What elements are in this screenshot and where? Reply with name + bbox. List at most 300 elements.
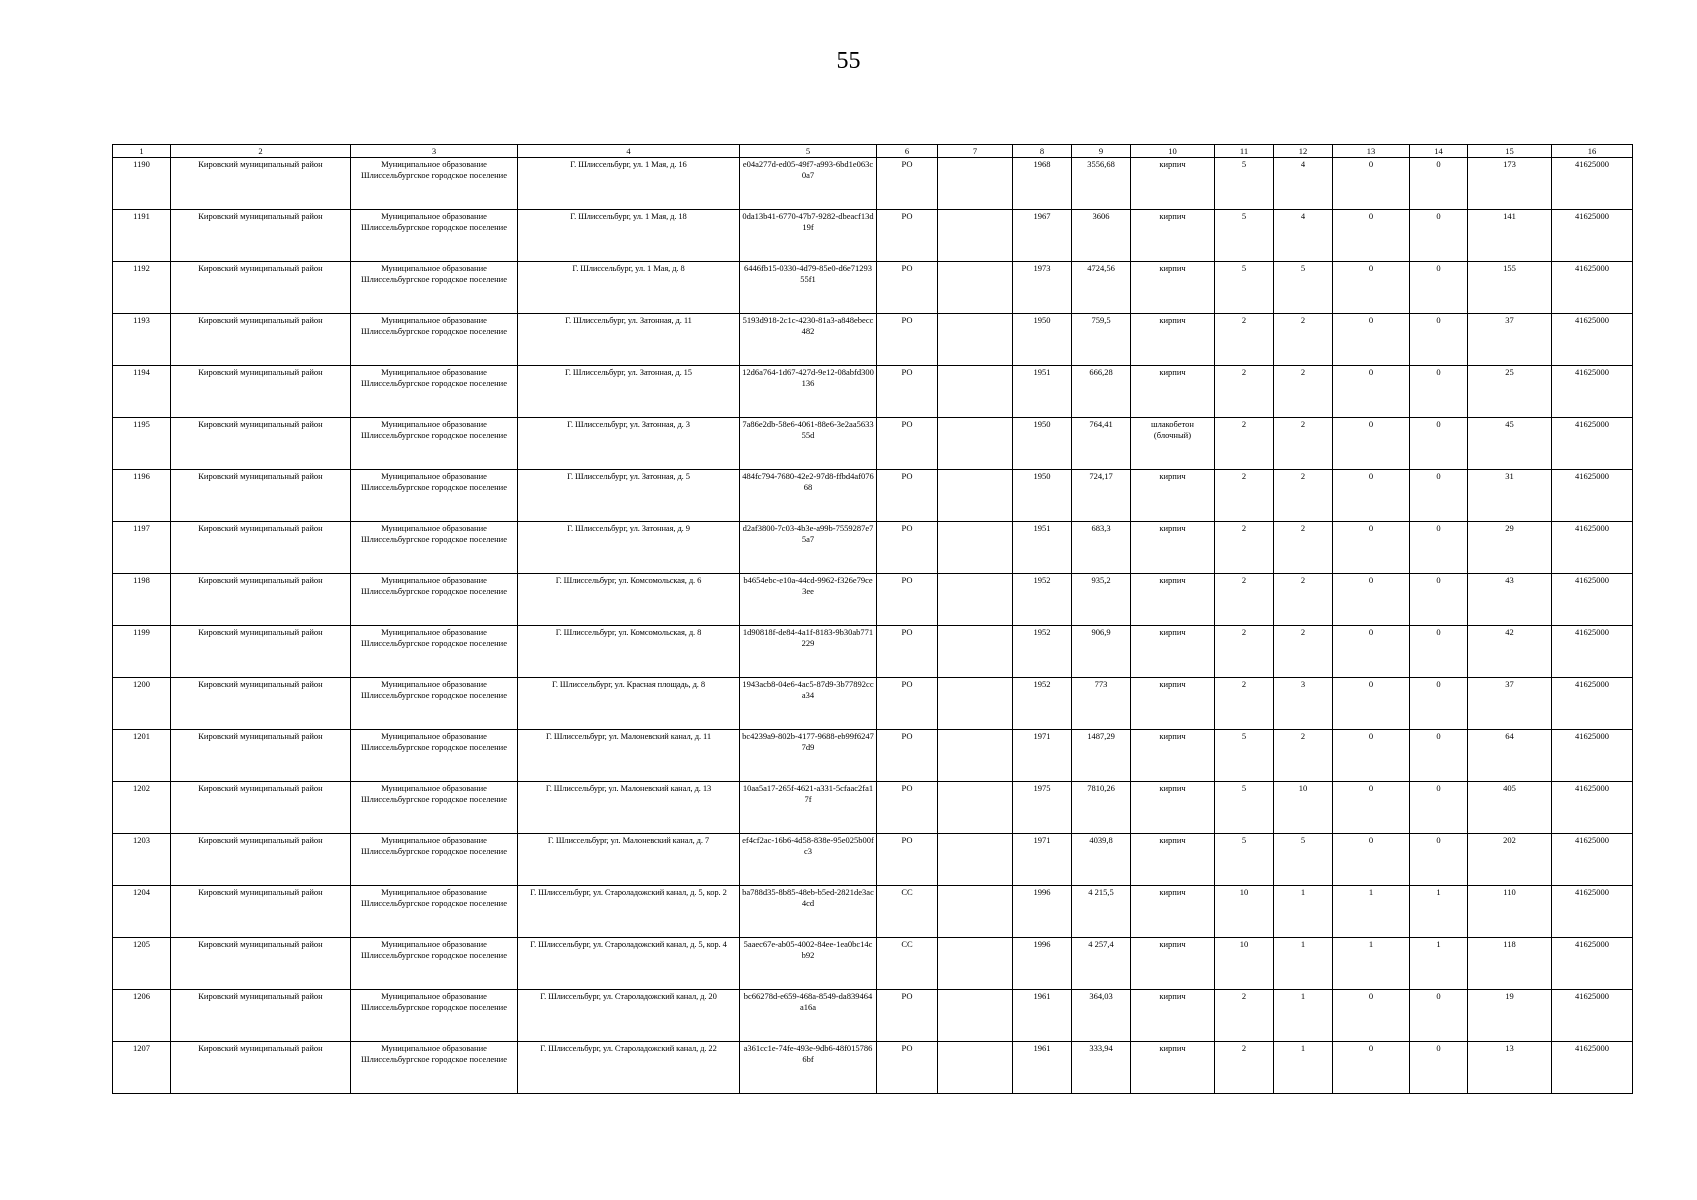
house-guid-cell: 5aaec67e-ab05-4002-84ee-1ea0bc14cb92 [740, 938, 877, 990]
column-14-cell: 0 [1410, 574, 1468, 626]
row-number-cell: 1202 [113, 782, 171, 834]
total-area-cell: 764,41 [1072, 418, 1131, 470]
oktmo-cell: 41625000 [1552, 470, 1633, 522]
address-cell: Г. Шлиссельбург, ул. Затонная, д. 9 [518, 522, 740, 574]
floors-cell: 5 [1215, 158, 1274, 210]
municipality-cell: Муниципальное образование Шлиссельбургское городское поселение [351, 366, 518, 418]
row-number-cell: 1190 [113, 158, 171, 210]
floors-cell: 5 [1215, 730, 1274, 782]
row-number-cell: 1195 [113, 418, 171, 470]
municipality-cell: Муниципальное образование Шлиссельбургское городское поселение [351, 574, 518, 626]
column-7-cell [938, 1042, 1013, 1094]
residents-cell: 155 [1468, 262, 1552, 314]
table-row [113, 782, 1633, 834]
residents-cell: 37 [1468, 678, 1552, 730]
column-14-cell: 0 [1410, 990, 1468, 1042]
oktmo-cell: 41625000 [1552, 418, 1633, 470]
oktmo-cell: 41625000 [1552, 782, 1633, 834]
column-13-cell: 0 [1333, 314, 1410, 366]
municipality-cell: Муниципальное образование Шлиссельбургское городское поселение [351, 990, 518, 1042]
column-13-cell: 1 [1333, 886, 1410, 938]
column-14-cell: 1 [1410, 938, 1468, 990]
residents-cell: 37 [1468, 314, 1552, 366]
entrances-cell: 2 [1274, 522, 1333, 574]
table-row [113, 522, 1633, 574]
district-cell: Кировский муниципальный район [171, 314, 351, 366]
residents-cell: 25 [1468, 366, 1552, 418]
year-built-cell: 1996 [1013, 938, 1072, 990]
column-14-cell: 0 [1410, 470, 1468, 522]
house-guid-cell: d2af3800-7c03-4b3e-a99b-7559287e75a7 [740, 522, 877, 574]
entrances-cell: 4 [1274, 210, 1333, 262]
column-number-9: 9 [1072, 145, 1131, 158]
year-built-cell: 1961 [1013, 1042, 1072, 1094]
floors-cell: 2 [1215, 470, 1274, 522]
residents-cell: 29 [1468, 522, 1552, 574]
district-cell: Кировский муниципальный район [171, 730, 351, 782]
residents-cell: 19 [1468, 990, 1552, 1042]
floors-cell: 10 [1215, 886, 1274, 938]
floors-cell: 10 [1215, 938, 1274, 990]
table-row [113, 990, 1633, 1042]
district-cell: Кировский муниципальный район [171, 1042, 351, 1094]
address-cell: Г. Шлиссельбург, ул. Комсомольская, д. 8 [518, 626, 740, 678]
residents-cell: 141 [1468, 210, 1552, 262]
address-cell: Г. Шлиссельбург, ул. Комсомольская, д. 6 [518, 574, 740, 626]
column-number-6: 6 [877, 145, 938, 158]
municipality-cell: Муниципальное образование Шлиссельбургское городское поселение [351, 782, 518, 834]
row-number-cell: 1193 [113, 314, 171, 366]
wall-material-cell: кирпич [1131, 522, 1215, 574]
column-13-cell: 1 [1333, 938, 1410, 990]
column-7-cell [938, 314, 1013, 366]
address-cell: Г. Шлиссельбург, ул. Малоневский канал, д. 11 [518, 730, 740, 782]
column-14-cell: 0 [1410, 366, 1468, 418]
municipality-cell: Муниципальное образование Шлиссельбургское городское поселение [351, 886, 518, 938]
house-guid-cell: b4654ebc-e10a-44cd-9962-f326e79ce3ee [740, 574, 877, 626]
column-7-cell [938, 574, 1013, 626]
management-form-cell: РО [877, 626, 938, 678]
total-area-cell: 1487,29 [1072, 730, 1131, 782]
house-guid-cell: 6446fb15-0330-4d79-85e0-d6e7129355f1 [740, 262, 877, 314]
oktmo-cell: 41625000 [1552, 730, 1633, 782]
page-number: 55 [836, 48, 861, 74]
column-7-cell [938, 782, 1013, 834]
year-built-cell: 1973 [1013, 262, 1072, 314]
row-number-cell: 1198 [113, 574, 171, 626]
table-row [113, 158, 1633, 210]
house-guid-cell: 10aa5a17-265f-4621-a331-5cfaac2fa17f [740, 782, 877, 834]
wall-material-cell: кирпич [1131, 834, 1215, 886]
column-14-cell: 0 [1410, 210, 1468, 262]
year-built-cell: 1971 [1013, 730, 1072, 782]
column-14-cell: 0 [1410, 1042, 1468, 1094]
address-cell: Г. Шлиссельбург, ул. 1 Мая, д. 16 [518, 158, 740, 210]
wall-material-cell: кирпич [1131, 366, 1215, 418]
house-guid-cell: 7a86e2db-58e6-4061-88e6-3e2aa563355d [740, 418, 877, 470]
entrances-cell: 2 [1274, 574, 1333, 626]
entrances-cell: 2 [1274, 626, 1333, 678]
wall-material-cell: кирпич [1131, 782, 1215, 834]
column-7-cell [938, 210, 1013, 262]
table-row [113, 938, 1633, 990]
district-cell: Кировский муниципальный район [171, 366, 351, 418]
oktmo-cell: 41625000 [1552, 886, 1633, 938]
total-area-cell: 773 [1072, 678, 1131, 730]
municipality-cell: Муниципальное образование Шлиссельбургское городское поселение [351, 210, 518, 262]
wall-material-cell: кирпич [1131, 574, 1215, 626]
total-area-cell: 4 215,5 [1072, 886, 1131, 938]
column-number-5: 5 [740, 145, 877, 158]
municipality-cell: Муниципальное образование Шлиссельбургское городское поселение [351, 834, 518, 886]
house-guid-cell: 1943acb8-04e6-4ac5-87d9-3b77892cca34 [740, 678, 877, 730]
column-number-4: 4 [518, 145, 740, 158]
table-row [113, 626, 1633, 678]
total-area-cell: 7810,26 [1072, 782, 1131, 834]
district-cell: Кировский муниципальный район [171, 522, 351, 574]
address-cell: Г. Шлиссельбург, ул. Затонная, д. 15 [518, 366, 740, 418]
house-guid-cell: 5193d918-2c1c-4230-81a3-a848ebecc482 [740, 314, 877, 366]
column-7-cell [938, 158, 1013, 210]
table-row [113, 834, 1633, 886]
column-7-cell [938, 418, 1013, 470]
row-number-cell: 1204 [113, 886, 171, 938]
wall-material-cell: кирпич [1131, 938, 1215, 990]
management-form-cell: РО [877, 470, 938, 522]
row-number-cell: 1194 [113, 366, 171, 418]
column-13-cell: 0 [1333, 418, 1410, 470]
column-number-8: 8 [1013, 145, 1072, 158]
municipality-cell: Муниципальное образование Шлиссельбургское городское поселение [351, 522, 518, 574]
column-13-cell: 0 [1333, 470, 1410, 522]
residents-cell: 173 [1468, 158, 1552, 210]
column-13-cell: 0 [1333, 262, 1410, 314]
year-built-cell: 1952 [1013, 626, 1072, 678]
total-area-cell: 759,5 [1072, 314, 1131, 366]
residents-cell: 31 [1468, 470, 1552, 522]
total-area-cell: 935,2 [1072, 574, 1131, 626]
column-13-cell: 0 [1333, 574, 1410, 626]
total-area-cell: 683,3 [1072, 522, 1131, 574]
table-row [113, 314, 1633, 366]
residents-cell: 45 [1468, 418, 1552, 470]
column-number-2: 2 [171, 145, 351, 158]
column-7-cell [938, 678, 1013, 730]
management-form-cell: РО [877, 678, 938, 730]
column-number-10: 10 [1131, 145, 1215, 158]
column-13-cell: 0 [1333, 834, 1410, 886]
house-guid-cell: e04a277d-ed05-49f7-a993-6bd1e063c0a7 [740, 158, 877, 210]
municipality-cell: Муниципальное образование Шлиссельбургское городское поселение [351, 314, 518, 366]
residents-cell: 64 [1468, 730, 1552, 782]
row-number-cell: 1197 [113, 522, 171, 574]
year-built-cell: 1967 [1013, 210, 1072, 262]
entrances-cell: 2 [1274, 314, 1333, 366]
district-cell: Кировский муниципальный район [171, 210, 351, 262]
wall-material-cell: кирпич [1131, 730, 1215, 782]
floors-cell: 2 [1215, 626, 1274, 678]
floors-cell: 2 [1215, 366, 1274, 418]
house-guid-cell: bc66278d-e659-468a-8549-da839464a16a [740, 990, 877, 1042]
table-row [113, 210, 1633, 262]
column-14-cell: 0 [1410, 730, 1468, 782]
column-13-cell: 0 [1333, 678, 1410, 730]
column-13-cell: 0 [1333, 522, 1410, 574]
entrances-cell: 2 [1274, 470, 1333, 522]
address-cell: Г. Шлиссельбург, ул. Староладожский канал, д. 22 [518, 1042, 740, 1094]
column-13-cell: 0 [1333, 158, 1410, 210]
address-cell: Г. Шлиссельбург, ул. Затонная, д. 3 [518, 418, 740, 470]
column-14-cell: 0 [1410, 834, 1468, 886]
address-cell: Г. Шлиссельбург, ул. Староладожский канал, д. 5, кор. 4 [518, 938, 740, 990]
table-row [113, 886, 1633, 938]
oktmo-cell: 41625000 [1552, 522, 1633, 574]
municipality-cell: Муниципальное образование Шлиссельбургское городское поселение [351, 626, 518, 678]
address-cell: Г. Шлиссельбург, ул. Затонная, д. 5 [518, 470, 740, 522]
district-cell: Кировский муниципальный район [171, 470, 351, 522]
floors-cell: 2 [1215, 1042, 1274, 1094]
management-form-cell: РО [877, 574, 938, 626]
floors-cell: 2 [1215, 990, 1274, 1042]
column-7-cell [938, 626, 1013, 678]
oktmo-cell: 41625000 [1552, 1042, 1633, 1094]
total-area-cell: 4724,56 [1072, 262, 1131, 314]
year-built-cell: 1952 [1013, 678, 1072, 730]
residents-cell: 110 [1468, 886, 1552, 938]
total-area-cell: 3556,68 [1072, 158, 1131, 210]
column-number-3: 3 [351, 145, 518, 158]
residents-cell: 118 [1468, 938, 1552, 990]
wall-material-cell: кирпич [1131, 470, 1215, 522]
address-cell: Г. Шлиссельбург, ул. Малоневский канал, д. 7 [518, 834, 740, 886]
year-built-cell: 1971 [1013, 834, 1072, 886]
municipality-cell: Муниципальное образование Шлиссельбургское городское поселение [351, 938, 518, 990]
management-form-cell: РО [877, 366, 938, 418]
wall-material-cell: кирпич [1131, 990, 1215, 1042]
row-number-cell: 1191 [113, 210, 171, 262]
management-form-cell: РО [877, 990, 938, 1042]
year-built-cell: 1996 [1013, 886, 1072, 938]
entrances-cell: 2 [1274, 730, 1333, 782]
column-7-cell [938, 470, 1013, 522]
column-14-cell: 0 [1410, 678, 1468, 730]
district-cell: Кировский муниципальный район [171, 626, 351, 678]
column-14-cell: 0 [1410, 782, 1468, 834]
column-13-cell: 0 [1333, 730, 1410, 782]
table-row [113, 262, 1633, 314]
total-area-cell: 4039,8 [1072, 834, 1131, 886]
municipality-cell: Муниципальное образование Шлиссельбургское городское поселение [351, 730, 518, 782]
management-form-cell: РО [877, 730, 938, 782]
year-built-cell: 1951 [1013, 366, 1072, 418]
residents-cell: 42 [1468, 626, 1552, 678]
management-form-cell: РО [877, 834, 938, 886]
row-number-cell: 1207 [113, 1042, 171, 1094]
column-13-cell: 0 [1333, 626, 1410, 678]
address-cell: Г. Шлиссельбург, ул. 1 Мая, д. 18 [518, 210, 740, 262]
entrances-cell: 2 [1274, 418, 1333, 470]
residents-cell: 43 [1468, 574, 1552, 626]
table-row [113, 470, 1633, 522]
municipality-cell: Муниципальное образование Шлиссельбургское городское поселение [351, 470, 518, 522]
wall-material-cell: кирпич [1131, 1042, 1215, 1094]
total-area-cell: 666,28 [1072, 366, 1131, 418]
wall-material-cell: кирпич [1131, 210, 1215, 262]
entrances-cell: 5 [1274, 834, 1333, 886]
table-body [113, 158, 1633, 1094]
year-built-cell: 1952 [1013, 574, 1072, 626]
column-7-cell [938, 938, 1013, 990]
wall-material-cell: кирпич [1131, 626, 1215, 678]
entrances-cell: 3 [1274, 678, 1333, 730]
municipality-cell: Муниципальное образование Шлиссельбургское городское поселение [351, 262, 518, 314]
column-number-14: 14 [1410, 145, 1468, 158]
column-7-cell [938, 730, 1013, 782]
table-row [113, 730, 1633, 782]
row-number-cell: 1199 [113, 626, 171, 678]
column-number-16: 16 [1552, 145, 1633, 158]
column-14-cell: 1 [1410, 886, 1468, 938]
residents-cell: 405 [1468, 782, 1552, 834]
municipality-cell: Муниципальное образование Шлиссельбургское городское поселение [351, 678, 518, 730]
entrances-cell: 5 [1274, 262, 1333, 314]
year-built-cell: 1975 [1013, 782, 1072, 834]
total-area-cell: 3606 [1072, 210, 1131, 262]
floors-cell: 2 [1215, 418, 1274, 470]
management-form-cell: РО [877, 210, 938, 262]
column-14-cell: 0 [1410, 522, 1468, 574]
column-7-cell [938, 262, 1013, 314]
house-guid-cell: ba788d35-8b85-48eb-b5ed-2821de3ac4cd [740, 886, 877, 938]
district-cell: Кировский муниципальный район [171, 418, 351, 470]
floors-cell: 5 [1215, 782, 1274, 834]
entrances-cell: 1 [1274, 886, 1333, 938]
column-7-cell [938, 886, 1013, 938]
address-cell: Г. Шлиссельбург, ул. Староладожский канал, д. 20 [518, 990, 740, 1042]
house-guid-cell: 0da13b41-6770-47b7-9282-dbeacf13d19f [740, 210, 877, 262]
oktmo-cell: 41625000 [1552, 158, 1633, 210]
district-cell: Кировский муниципальный район [171, 782, 351, 834]
column-number-7: 7 [938, 145, 1013, 158]
oktmo-cell: 41625000 [1552, 210, 1633, 262]
management-form-cell: СС [877, 886, 938, 938]
district-cell: Кировский муниципальный район [171, 678, 351, 730]
floors-cell: 2 [1215, 574, 1274, 626]
entrances-cell: 4 [1274, 158, 1333, 210]
total-area-cell: 4 257,4 [1072, 938, 1131, 990]
total-area-cell: 364,03 [1072, 990, 1131, 1042]
district-cell: Кировский муниципальный район [171, 574, 351, 626]
wall-material-cell: кирпич [1131, 314, 1215, 366]
row-number-cell: 1201 [113, 730, 171, 782]
residents-cell: 202 [1468, 834, 1552, 886]
total-area-cell: 906,9 [1072, 626, 1131, 678]
column-13-cell: 0 [1333, 1042, 1410, 1094]
management-form-cell: РО [877, 782, 938, 834]
row-number-cell: 1203 [113, 834, 171, 886]
house-guid-cell: 484fc794-7680-42e2-97d8-ffbd4af07668 [740, 470, 877, 522]
row-number-cell: 1206 [113, 990, 171, 1042]
entrances-cell: 1 [1274, 990, 1333, 1042]
column-7-cell [938, 834, 1013, 886]
table-row [113, 574, 1633, 626]
house-guid-cell: ef4cf2ac-16b6-4d58-838e-95e025b00fc3 [740, 834, 877, 886]
column-number-row [113, 145, 1633, 158]
table-row [113, 418, 1633, 470]
oktmo-cell: 41625000 [1552, 678, 1633, 730]
floors-cell: 2 [1215, 522, 1274, 574]
table-row [113, 678, 1633, 730]
wall-material-cell: кирпич [1131, 886, 1215, 938]
management-form-cell: СС [877, 938, 938, 990]
wall-material-cell: кирпич [1131, 158, 1215, 210]
total-area-cell: 333,94 [1072, 1042, 1131, 1094]
column-13-cell: 0 [1333, 366, 1410, 418]
address-cell: Г. Шлиссельбург, ул. Затонная, д. 11 [518, 314, 740, 366]
table-row [113, 366, 1633, 418]
municipality-cell: Муниципальное образование Шлиссельбургское городское поселение [351, 1042, 518, 1094]
address-cell: Г. Шлиссельбург, ул. Красная площадь, д. 8 [518, 678, 740, 730]
year-built-cell: 1950 [1013, 314, 1072, 366]
management-form-cell: РО [877, 262, 938, 314]
column-number-13: 13 [1333, 145, 1410, 158]
column-number-15: 15 [1468, 145, 1552, 158]
house-guid-cell: a361cc1e-74fe-493e-9db6-48f0157866bf [740, 1042, 877, 1094]
column-7-cell [938, 522, 1013, 574]
address-cell: Г. Шлиссельбург, ул. 1 Мая, д. 8 [518, 262, 740, 314]
table-row [113, 1042, 1633, 1094]
year-built-cell: 1951 [1013, 522, 1072, 574]
column-14-cell: 0 [1410, 262, 1468, 314]
column-13-cell: 0 [1333, 782, 1410, 834]
column-14-cell: 0 [1410, 158, 1468, 210]
district-cell: Кировский муниципальный район [171, 990, 351, 1042]
year-built-cell: 1950 [1013, 418, 1072, 470]
year-built-cell: 1961 [1013, 990, 1072, 1042]
district-cell: Кировский муниципальный район [171, 262, 351, 314]
column-14-cell: 0 [1410, 314, 1468, 366]
entrances-cell: 10 [1274, 782, 1333, 834]
house-guid-cell: bc4239a9-802b-4177-9688-eb99f62477d9 [740, 730, 877, 782]
entrances-cell: 1 [1274, 938, 1333, 990]
housing-registry-table [112, 144, 1633, 1094]
column-14-cell: 0 [1410, 626, 1468, 678]
row-number-cell: 1200 [113, 678, 171, 730]
oktmo-cell: 41625000 [1552, 834, 1633, 886]
floors-cell: 2 [1215, 314, 1274, 366]
floors-cell: 2 [1215, 678, 1274, 730]
column-7-cell [938, 366, 1013, 418]
district-cell: Кировский муниципальный район [171, 158, 351, 210]
row-number-cell: 1196 [113, 470, 171, 522]
total-area-cell: 724,17 [1072, 470, 1131, 522]
oktmo-cell: 41625000 [1552, 262, 1633, 314]
address-cell: Г. Шлиссельбург, ул. Староладожский канал, д. 5, кор. 2 [518, 886, 740, 938]
floors-cell: 5 [1215, 262, 1274, 314]
management-form-cell: РО [877, 158, 938, 210]
column-13-cell: 0 [1333, 990, 1410, 1042]
row-number-cell: 1192 [113, 262, 171, 314]
district-cell: Кировский муниципальный район [171, 886, 351, 938]
wall-material-cell: шлакобетон (блочный) [1131, 418, 1215, 470]
floors-cell: 5 [1215, 210, 1274, 262]
year-built-cell: 1968 [1013, 158, 1072, 210]
entrances-cell: 1 [1274, 1042, 1333, 1094]
management-form-cell: РО [877, 314, 938, 366]
oktmo-cell: 41625000 [1552, 990, 1633, 1042]
oktmo-cell: 41625000 [1552, 626, 1633, 678]
address-cell: Г. Шлиссельбург, ул. Малоневский канал, д. 13 [518, 782, 740, 834]
